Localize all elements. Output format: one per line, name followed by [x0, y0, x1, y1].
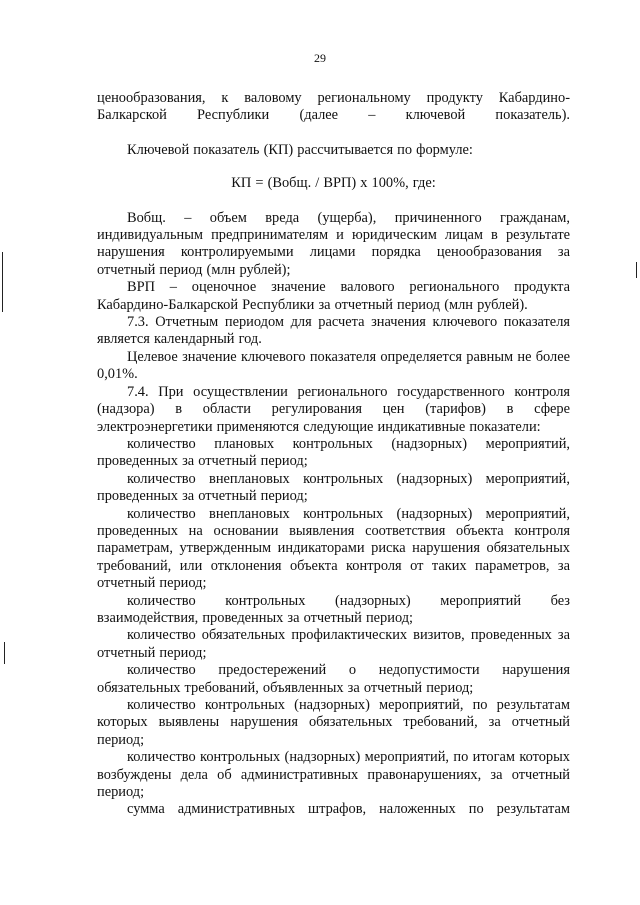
scan-artifact-left-top	[2, 252, 3, 312]
indicator-item: количество плановых контрольных (надзорных) мероприятий, проведенных за отчетный период;	[97, 435, 570, 470]
indicator-item: количество обязательных профилактических визитов, проведенных за отчетный период;	[97, 627, 570, 661]
paragraph-7-4: 7.4. При осуществлении регионального государственного контроля (надзора) в области регулирования цен (тарифов) в сфере электроэнергетики применяются следующие индикативные показатели:	[97, 383, 570, 435]
indicator-item: количество предостережений о недопустимости нарушения обязательных требований, объявленных за отчетный период;	[97, 662, 570, 696]
indicator-item: количество внеплановых контрольных (надзорных) мероприятий, проведенных за отчетный период;	[97, 470, 570, 505]
document-body	[97, 90, 570, 819]
indicator-item: количество контрольных (надзорных) мероприятий, по итогам которых возбуждены дела об административных правонарушениях, за отчетный период;	[97, 749, 570, 801]
indicator-item-last: сумма административных штрафов, наложенных по результатам	[127, 801, 570, 818]
paragraph-vobshch-definition: Вобщ. – объем вреда (ущерба), причиненного гражданам, индивидуальным предпринимателям и юридическим лицам в результате нарушения контролируемыми лицами порядка ценообразования за отчетный период (млн рублей);	[97, 209, 570, 278]
indicator-item: количество контрольных (надзорных) мероприятий, по результатам которых выявлены нарушения обязательных требований, за отчетный период;	[97, 697, 570, 748]
indicator-item: количество контрольных (надзорных) мероприятий без взаимодействия, проведенных за отчетный период;	[97, 592, 570, 626]
scan-artifact-right	[636, 262, 637, 278]
paragraph-target-value: Целевое значение ключевого показателя определяется равным не более 0,01%.	[97, 348, 570, 383]
paragraph-formula-intro: Ключевой показатель (КП) рассчитывается по формуле:	[127, 141, 473, 158]
paragraph-continuation: ценообразования, к валовому региональному продукту Кабардино-Балкарской Республики (далее – ключевой показатель).	[97, 90, 570, 124]
indicator-item: количество внеплановых контрольных (надзорных) мероприятий, проведенных на основании выявления соответствия объекта контроля параметрам, утвержденным индикаторами риска нарушения обязательных требований, или отклонения объекта контроля от таких параметров, за отчетный период;	[97, 505, 570, 592]
formula: КП = (Вобщ. / ВРП) x 100%, где:	[231, 175, 436, 192]
paragraph-7-3: 7.3. Отчетным периодом для расчета значения ключевого показателя является календарный год.	[97, 314, 570, 348]
page-number: 29	[314, 51, 326, 65]
scan-artifact-left-bottom	[4, 642, 5, 664]
paragraph-vrp-definition: ВРП – оценочное значение валового регионального продукта Кабардино-Балкарской Республики за отчетный период (млн рублей).	[97, 279, 570, 313]
